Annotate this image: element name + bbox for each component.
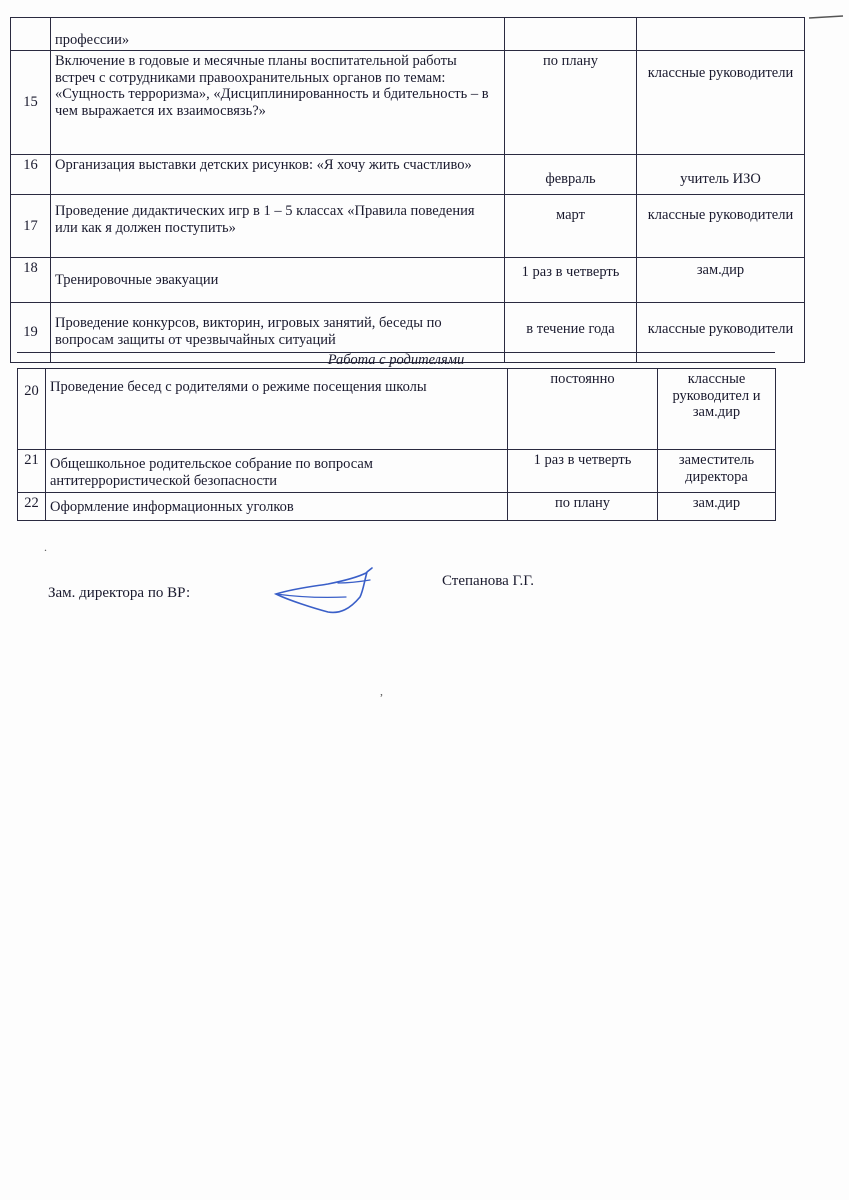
- term-cell: в течение года: [505, 303, 637, 363]
- row-number: 22: [18, 493, 46, 521]
- term-cell: март: [505, 195, 637, 258]
- responsible-cell: классные руководители: [637, 195, 805, 258]
- row-number: 18: [11, 258, 51, 303]
- scan-dot: ,: [380, 684, 383, 698]
- row-number: 16: [11, 155, 51, 195]
- responsible-cell: заместитель директора: [658, 450, 776, 493]
- activity-cell: Проведение бесед с родителями о режиме посещения школы: [46, 369, 508, 450]
- row-number: 15: [11, 51, 51, 155]
- table-row: [11, 155, 805, 195]
- table-row: [11, 18, 805, 51]
- scan-dot: .: [44, 540, 47, 554]
- responsible-cell: [637, 18, 805, 51]
- row-number: [11, 18, 51, 51]
- table-row: [18, 369, 776, 450]
- activity-cell: Проведение конкурсов, викторин, игровых занятий, беседы по вопросам защиты от чрезвычайных ситуаций: [51, 303, 505, 363]
- section-title: Работа с родителями: [327, 352, 465, 368]
- responsible-cell: классные руководители: [637, 303, 805, 363]
- activity-cell: Тренировочные эвакуации: [51, 258, 505, 303]
- responsible-cell: зам.дир: [637, 258, 805, 303]
- activities-table: [10, 17, 805, 363]
- activity-cell: Общешкольное родительское собрание по вопросам антитеррористической безопасности: [46, 450, 508, 493]
- row-number: 21: [18, 450, 46, 493]
- term-cell: 1 раз в четверть: [508, 450, 658, 493]
- table-row: [11, 51, 805, 155]
- activity-cell: Проведение дидактических игр в 1 – 5 классах «Правила поведения или как я должен поступить»: [51, 195, 505, 258]
- signature-image: [268, 567, 388, 617]
- table-row: [11, 195, 805, 258]
- responsible-cell: учитель ИЗО: [637, 155, 805, 195]
- activity-cell: Организация выставки детских рисунков: «Я хочу жить счастливо»: [51, 155, 505, 195]
- row-number: 17: [11, 195, 51, 258]
- responsible-cell: зам.дир: [658, 493, 776, 521]
- activity-cell: Оформление информационных уголков: [46, 493, 508, 521]
- table-row: [18, 450, 776, 493]
- term-cell: по плану: [505, 51, 637, 155]
- activity-cell: профессии»: [51, 18, 505, 51]
- scan-mark-image: [808, 14, 844, 20]
- term-cell: февраль: [505, 155, 637, 195]
- term-cell: [505, 18, 637, 51]
- table-row: [18, 493, 776, 521]
- row-number: 20: [18, 369, 46, 450]
- signatory-name: Степанова Г.Г.: [442, 573, 534, 589]
- parents-table: [17, 368, 776, 521]
- table-row: [11, 258, 805, 303]
- responsible-cell: классные руководители: [637, 51, 805, 155]
- row-number: 19: [11, 303, 51, 363]
- responsible-cell: классные руководител и зам.дир: [658, 369, 776, 450]
- activity-cell: Включение в годовые и месячные планы воспитательной работы встреч с сотрудниками правоохранительных органов по темам: «Сущность терроризма», «Дисциплинированность и бдительность – в чем выражается их взаимосвязь?»: [51, 51, 505, 155]
- term-cell: постоянно: [508, 369, 658, 450]
- signatory-position: Зам. директора по ВР:: [48, 585, 191, 601]
- term-cell: по плану: [508, 493, 658, 521]
- term-cell: 1 раз в четверть: [505, 258, 637, 303]
